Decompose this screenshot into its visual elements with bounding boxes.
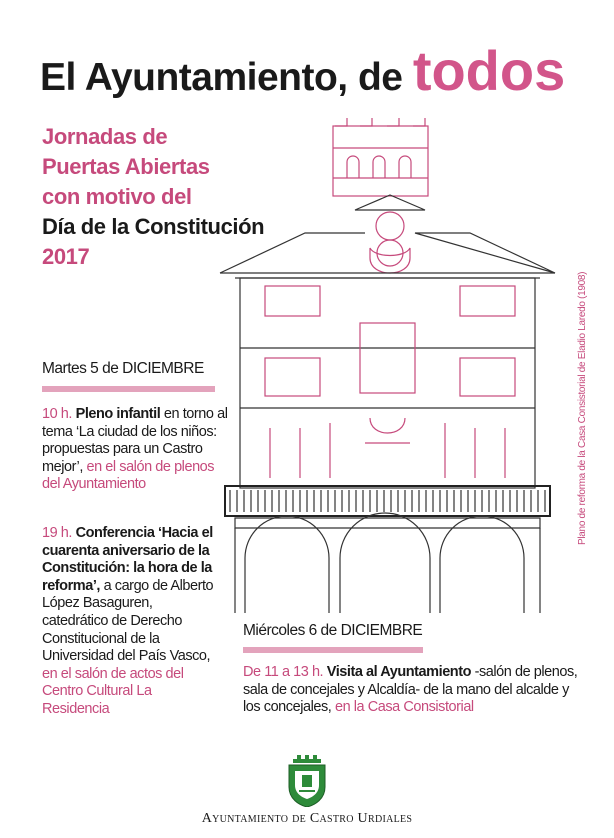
event-desc: a cargo de Alberto López Basaguren, catedrático de Derecho Constitucional de la Universidad del País Vasco, [42, 577, 214, 665]
event-place: en el salón de plenos del Ayuntamiento [42, 458, 215, 493]
subtitle-line: con motivo del [42, 184, 192, 209]
title-highlight: todos [412, 39, 566, 102]
divider-bar [42, 386, 215, 392]
subtitle-line: Puertas Abiertas [42, 154, 210, 179]
event-name: Visita al Ayuntamiento [326, 664, 472, 680]
day2-header [243, 622, 422, 640]
subtitle-year: 2017 [42, 244, 90, 269]
day-label: Miércoles 6 de [243, 622, 341, 639]
month-label: DICIEMBRE [122, 360, 204, 377]
title-main: El Ayuntamiento, de [40, 56, 413, 99]
event-conferencia [42, 525, 222, 719]
event-place: en la Casa Consistorial [334, 699, 474, 716]
month-label: DICIEMBRE [340, 622, 423, 639]
event-desc: en torno al tema ‘La ciudad de los niños: propuestas para un Castro mejor’, [42, 406, 228, 475]
poster-title [40, 38, 565, 103]
event-name: Pleno infantil [75, 406, 161, 422]
organization-name: Ayuntamiento de Castro Urdiales [201, 811, 413, 826]
subtitle-line: Día de la Constitución [42, 214, 265, 239]
event-desc: -salón de plenos, sala de concejales y Alcaldía- de la mano del alcalde y los concejales, [243, 664, 578, 716]
event-time: 19 h. [42, 525, 72, 541]
image-credit: Plano de reforma de la Casa Consistorial de Eladio Laredo (1908) [577, 271, 588, 545]
town-hall-drawing [215, 118, 560, 613]
event-pleno-infantil [42, 406, 232, 494]
event-place: en el salón de actos del Centro Cultural La Residencia [42, 665, 184, 717]
divider-bar [243, 647, 423, 653]
event-time: 10 h. [42, 406, 72, 422]
day1-header [42, 360, 204, 378]
subtitle-line: Jornadas de [42, 124, 168, 149]
day-label: Martes 5 de [42, 360, 123, 377]
event-name: Conferencia ‘Hacia el cuarenta aniversario de la Constitución: la hora de la reforma’, [42, 525, 213, 594]
event-visita [243, 664, 578, 717]
event-time: De 11 a 13 h. [243, 664, 324, 680]
coat-of-arms-logo [285, 755, 329, 807]
